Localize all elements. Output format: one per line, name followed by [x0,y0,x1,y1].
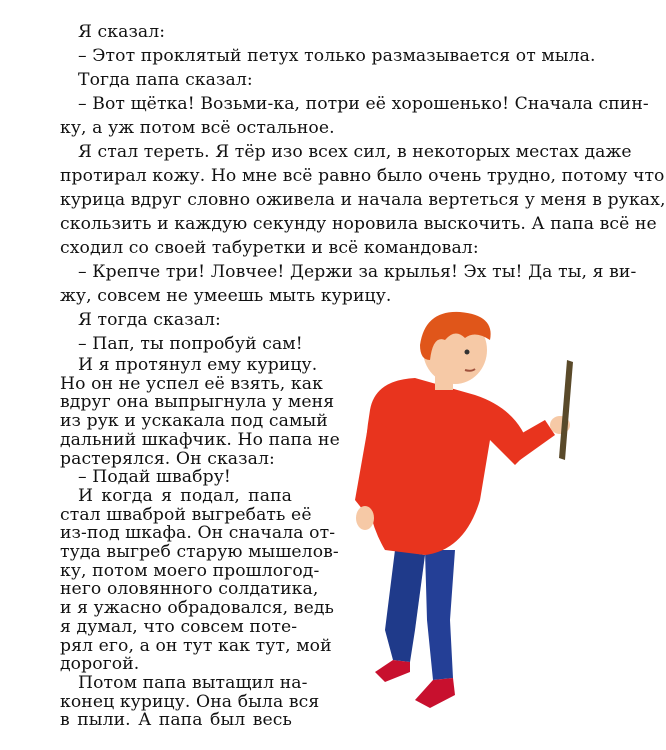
text-line: Потом папа вытащил на- [78,672,308,693]
boy-eye [465,350,470,355]
text-line: – Подай швабру! [78,467,231,488]
text-line: И когда я подал, папа [78,485,292,506]
fork-icon [559,360,573,460]
text-line: – Этот проклятый петух только размазывается от мыла. [78,46,596,66]
boy-leg-front [425,550,455,680]
boy-shoe-front [415,678,455,708]
boy-shirt [365,378,530,555]
text-line: скользить и каждую секунду норовила выскочить. А папа всё не [60,214,657,234]
text-line: протирал кожу. Но мне всё равно было очень трудно, потому что [60,166,665,186]
text-line: него оловянного солдатика, [60,579,319,600]
boy-shoe-back [375,660,410,682]
text-line: из-под шкафа. Он сначала от- [60,523,336,544]
text-line: в пыли. А папа был весь [60,710,292,731]
text-line: ку, а уж потом всё остальное. [60,118,335,138]
text-line: дорогой. [60,654,140,675]
text-line: из рук и ускакала под самый [60,411,328,432]
text-line: сходил со своей табуретки и всё командовал: [60,238,479,258]
text-line: Я сказал: [78,22,166,42]
text-line: Я тогда сказал: [78,310,221,330]
text-line: дальний шкафчик. Но папа не [60,429,340,450]
boy-leg-back [385,550,425,662]
text-line: рял его, а он тут как тут, мой [60,635,332,656]
text-line: вдруг она выпрыгнула у меня [60,392,335,413]
text-line: я думал, что совсем поте- [60,616,298,637]
text-line: – Крепче три! Ловчее! Держи за крылья! Эх ты! Да ты, я ви- [78,262,637,282]
text-line: туда выгреб старую мышелов- [60,542,339,562]
text-line: – Вот щётка! Возьми-ка, потри её хорошенько! Сначала спин- [78,94,649,114]
text-line: курица вдруг словно оживела и начала вертеться у меня в руках, [60,190,666,210]
text-line: и я ужасно обрадовался, ведь [60,598,334,619]
text-line: Но он не успел её взять, как [60,373,323,394]
text-line: растерялся. Он сказал: [60,448,275,469]
text-line: конец курицу. Она была вся [60,691,320,712]
text-line: – Пап, ты попробуй сам! [78,334,303,354]
text-line: Тогда папа сказал: [78,70,253,90]
text-line: И я протянул ему курицу. [78,355,318,375]
boy-illustration-icon [315,300,600,730]
text-line: ку, потом моего прошлогод- [60,560,320,581]
text-line: Я стал тереть. Я тёр изо всех сил, в некоторых местах даже [78,142,632,162]
text-line: жу, совсем не умеешь мыть курицу. [60,286,392,306]
text-line: стал шваброй выгребать её [60,504,312,525]
boy-hand-down [356,506,374,530]
